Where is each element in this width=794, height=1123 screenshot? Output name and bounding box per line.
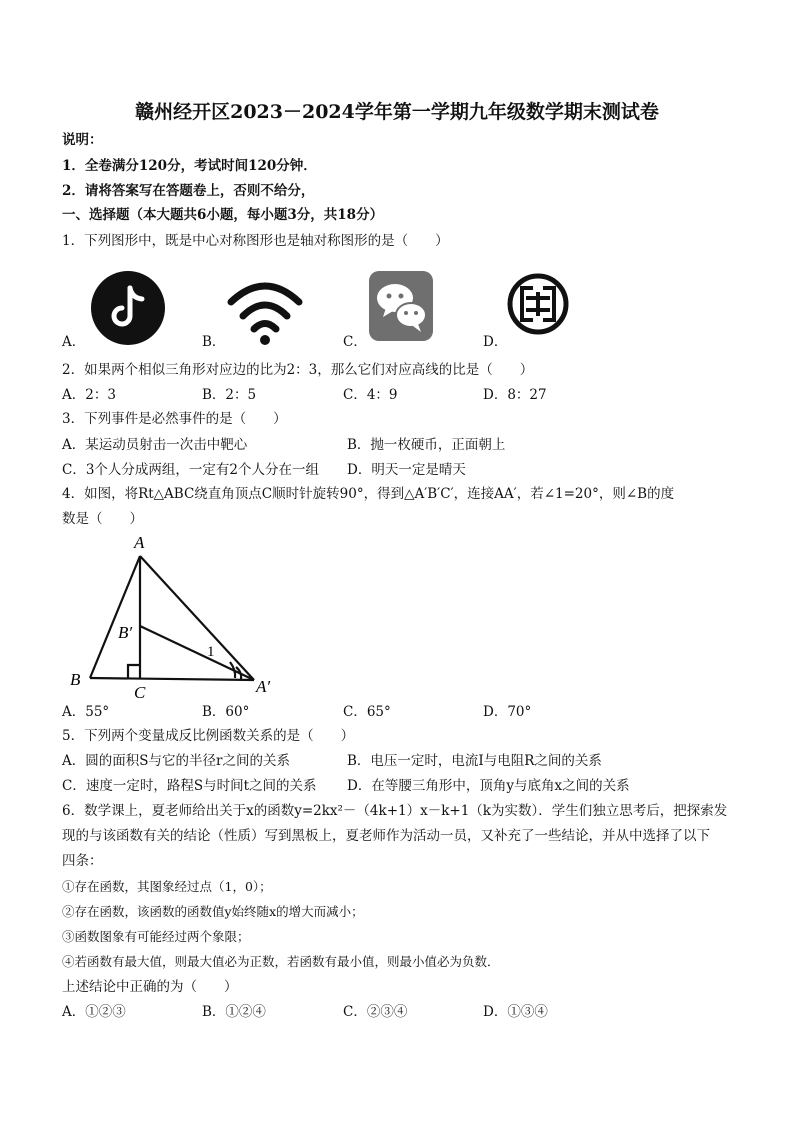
option-b-label: B． — [202, 334, 226, 350]
question-stem-3: 3．下列事件是必然事件的是（ ） — [62, 411, 287, 427]
option-c: C．65° — [343, 704, 391, 720]
wifi-icon — [225, 276, 305, 346]
icbc-logo-icon — [506, 272, 570, 336]
option-c: C．②③④ — [343, 1004, 408, 1020]
label-c: C — [134, 683, 146, 700]
option-c-label: C． — [343, 334, 367, 350]
q3-options-row2 — [62, 461, 722, 479]
question-stem-6-cont2: 四条： — [62, 853, 103, 869]
option-a: A．2：3 — [62, 387, 116, 403]
claim-1: ①存在函数，其图象经过点（1，0）； — [62, 879, 272, 894]
exam-title: 赣州经开区2023－2024学年第一学期九年级数学期末测试卷 — [135, 101, 659, 123]
angle-1-label: 1 — [207, 644, 215, 660]
label-a: A — [134, 533, 145, 552]
option-d: D．①③④ — [483, 1004, 548, 1020]
q5-options-row2 — [62, 777, 722, 795]
intro-heading: 说明： — [62, 132, 103, 148]
question-stem-1: 1．下列图形中，既是中心对称图形也是轴对称图形的是（ ） — [62, 233, 449, 249]
option-b: B．电压一定时，电流I与电阻R之间的关系 — [347, 753, 602, 769]
option-b: B．60° — [202, 704, 250, 720]
option-c: C．3个人分成两组，一定有2个人分在一组 — [62, 462, 320, 478]
option-d: D．在等腰三角形中，顶角y与底角x之间的关系 — [347, 778, 630, 794]
q1-options-row — [62, 270, 722, 350]
label-b-prime: B′ — [118, 623, 133, 642]
option-b: B．抛一枚硬币，正面朝上 — [347, 437, 506, 453]
label-a-prime: A′ — [256, 677, 271, 696]
question-stem-4-cont: 数是（ ） — [62, 511, 143, 527]
q5-options-row1 — [62, 752, 722, 770]
q4-options — [62, 703, 722, 721]
option-d: D．8：27 — [483, 387, 547, 403]
question-stem-2: 2．如果两个相似三角形对应边的比为2：3，那么它们对应高线的比是（ ） — [62, 362, 534, 378]
wechat-logo-icon — [368, 270, 434, 342]
option-a-label: A． — [62, 334, 86, 350]
triangle-figure — [62, 530, 292, 700]
option-d: D．70° — [483, 704, 532, 720]
q2-options — [62, 386, 722, 404]
intro-note: 1．全卷满分120分，考试时间120分钟． — [62, 158, 317, 174]
option-a: A．55° — [62, 704, 110, 720]
question-6-prompt: 上述结论中正确的为（ ） — [62, 979, 238, 995]
section-heading: 一、选择题（本大题共6小题，每小题3分，共18分） — [62, 207, 384, 223]
question-stem-4: 4．如图，将Rt△ABC绕直角顶点C顺时针旋转90°，得到△A′B′C′，连接AA′，若∠1=20°，则∠B的度 — [62, 486, 675, 502]
question-stem-6-cont: 现的与该函数有关的结论（性质）写到黑板上，夏老师作为活动一员，又补充了一些结论，并从中选择了以下 — [62, 828, 710, 844]
option-a: A．某运动员射击一次击中靶心 — [62, 437, 248, 453]
option-d: D．明天一定是晴天 — [347, 462, 466, 478]
claim-3: ③函数图象有可能经过两个象限； — [62, 929, 250, 944]
label-b: B — [70, 670, 81, 689]
q6-options — [62, 1003, 722, 1021]
option-c: C．速度一定时，路程S与时间t之间的关系 — [62, 778, 317, 794]
question-stem-6: 6．数学课上，夏老师给出关于x的函数y=2kx²－（4k+1）x－k+1（k为实数）．学生们独立思考后，把探索发 — [62, 803, 728, 819]
option-a: A．圆的面积S与它的半径r之间的关系 — [62, 753, 290, 769]
option-b: B．2：5 — [202, 387, 257, 403]
claim-2: ②存在函数，该函数的函数值y始终随x的增大而减小； — [62, 904, 364, 919]
option-c: C．4：9 — [343, 387, 398, 403]
tiktok-logo-icon — [90, 270, 166, 346]
option-a: A．①②③ — [62, 1004, 126, 1020]
option-d-label: D． — [483, 334, 508, 350]
option-b: B．①②④ — [202, 1004, 266, 1020]
q3-options-row1 — [62, 436, 722, 454]
claim-4: ④若函数有最大值，则最大值必为正数，若函数有最小值，则最小值必为负数． — [62, 954, 500, 969]
intro-note: 2．请将答案写在答题卷上，否则不给分， — [62, 183, 315, 199]
question-stem-5: 5．下列两个变量成反比例函数关系的是（ ） — [62, 728, 355, 744]
